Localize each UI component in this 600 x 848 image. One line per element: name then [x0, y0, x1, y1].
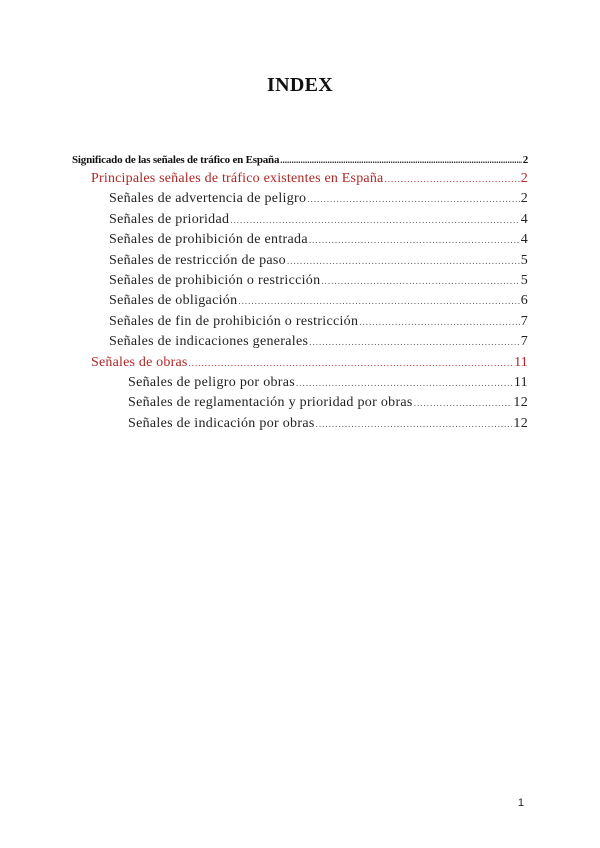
toc-entry-text: Señales de advertencia de peligro: [109, 191, 307, 207]
toc-page-number: 12: [513, 395, 528, 411]
toc-leader-dots: [384, 169, 519, 189]
toc-leader-dots: [296, 373, 513, 393]
toc-page-number: 12: [513, 415, 528, 431]
toc-leader-dots: [321, 271, 519, 291]
toc-entry[interactable]: [72, 414, 528, 434]
toc-page-number: 5: [520, 272, 528, 288]
toc-page-number: 5: [520, 252, 528, 268]
page-number: 1: [517, 797, 524, 809]
toc-entry-text: Señales de prohibición o restricción: [109, 272, 321, 288]
toc-leader-dots: [238, 291, 519, 311]
toc-leader-dots: [414, 393, 513, 413]
toc-page-number: 4: [520, 232, 528, 248]
toc-entry[interactable]: [72, 353, 528, 373]
toc-entry-text: Señales de indicación por obras: [128, 415, 315, 431]
toc-entry[interactable]: [72, 332, 528, 352]
toc-entry-text: Señales de peligro por obras: [128, 374, 296, 390]
toc-entry[interactable]: [72, 312, 528, 332]
toc-entry-text: Señales de fin de prohibición o restricción: [109, 313, 359, 329]
toc-page-number: 4: [520, 211, 528, 227]
toc-leader-dots: [316, 414, 513, 434]
toc-page-number: 11: [513, 374, 528, 390]
toc-page-number: 7: [520, 334, 528, 350]
toc-entry[interactable]: [72, 152, 528, 169]
toc-page-number: 2: [520, 191, 528, 207]
toc-entry-text: Señales de restricción de paso: [109, 252, 286, 268]
index-title: INDEX: [267, 74, 333, 96]
toc-leader-dots: [359, 312, 519, 332]
toc-entry-text: Señales de obligación: [109, 293, 238, 309]
toc-leader-dots: [230, 210, 519, 230]
toc-entry[interactable]: [72, 393, 528, 413]
toc-leader-dots: [309, 230, 520, 250]
table-of-contents: [72, 152, 528, 434]
toc-page-number: 7: [520, 313, 528, 329]
toc-leader-dots: [307, 189, 519, 209]
toc-page-number: 6: [520, 293, 528, 309]
toc-entry-text: Señales de prioridad: [109, 211, 230, 227]
toc-entry-text: Significado de las señales de tráfico en España: [72, 154, 280, 166]
toc-entry-text: Principales señales de tráfico existentes en España: [91, 171, 384, 186]
toc-leader-dots: [287, 251, 520, 271]
toc-entry[interactable]: [72, 169, 528, 189]
toc-entry[interactable]: [72, 251, 528, 271]
toc-page-number: 2: [520, 171, 528, 186]
toc-entry[interactable]: [72, 210, 528, 230]
toc-entry[interactable]: [72, 373, 528, 393]
toc-leader-dots: [280, 152, 521, 169]
toc-page-number: 11: [514, 354, 528, 370]
toc-leader-dots: [309, 332, 519, 352]
toc-entry[interactable]: [72, 271, 528, 291]
toc-entry[interactable]: [72, 230, 528, 250]
toc-entry-text: Señales de obras: [91, 354, 188, 370]
toc-page-number: 2: [522, 154, 528, 166]
toc-entry[interactable]: [72, 291, 528, 311]
toc-leader-dots: [189, 353, 514, 373]
toc-entry-text: Señales de prohibición de entrada: [109, 232, 308, 248]
toc-entry-text: Señales de indicaciones generales: [109, 334, 309, 350]
toc-entry-text: Señales de reglamentación y prioridad por obras: [128, 395, 413, 411]
toc-entry[interactable]: [72, 189, 528, 209]
